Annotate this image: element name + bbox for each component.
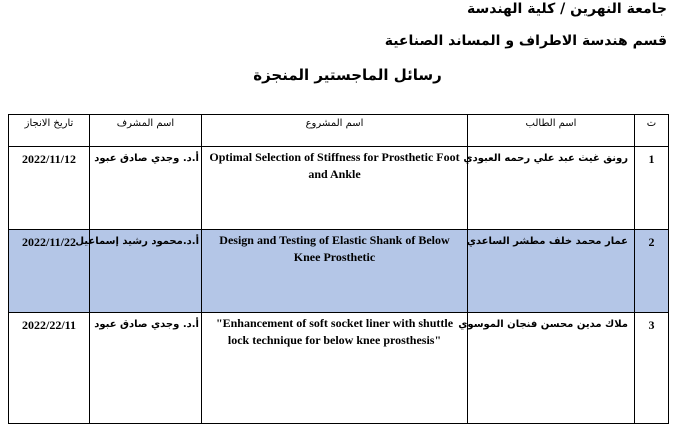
cell-supervisor: أ.د. وجدي صادق عبود — [90, 313, 202, 424]
cell-project: Design and Testing of Elastic Shank of Below Knee Prosthetic — [202, 230, 468, 313]
cell-student: رونق غيث عبد علي رحمه العبودي — [468, 147, 635, 230]
cell-number: 2 — [635, 230, 669, 313]
cell-number: 1 — [635, 147, 669, 230]
cell-date: 2022/11/12 — [9, 147, 90, 230]
cell-date: 2022/22/11 — [9, 313, 90, 424]
cell-number: 3 — [635, 313, 669, 424]
cell-student: عمار محمد خلف مطشر الساعدي — [468, 230, 635, 313]
table-row — [9, 147, 669, 230]
table-row — [9, 230, 669, 313]
column-header-project: اسم المشروع — [202, 115, 468, 147]
theses-table — [8, 114, 669, 424]
cell-student: ملاك مدين محسن فنجان الموسوي — [468, 313, 635, 424]
cell-supervisor: أ.د.محمود رشيد إسماعيل — [90, 230, 202, 313]
university-heading: جامعة النهرين / كلية الهندسة — [466, 1, 667, 17]
cell-date: 2022/11/22 — [9, 230, 90, 313]
column-header-number: ت — [635, 115, 669, 147]
page-title: رسائل الماجستير المنجزة — [253, 66, 442, 84]
department-heading: قسم هندسة الاطراف و المساند الصناعية — [384, 33, 667, 49]
cell-supervisor: أ.د. وجدي صادق عبود — [90, 147, 202, 230]
column-header-student: اسم الطالب — [468, 115, 635, 147]
column-header-date: تاريخ الانجاز — [9, 115, 90, 147]
cell-project: "Enhancement of soft socket liner with shuttle lock technique for below knee prosthesis" — [202, 313, 468, 424]
column-header-supervisor: اسم المشرف — [90, 115, 202, 147]
cell-project: Optimal Selection of Stiffness for Prosthetic Foot and Ankle — [202, 147, 468, 230]
table-row — [9, 313, 669, 424]
table-header-row — [9, 115, 669, 147]
